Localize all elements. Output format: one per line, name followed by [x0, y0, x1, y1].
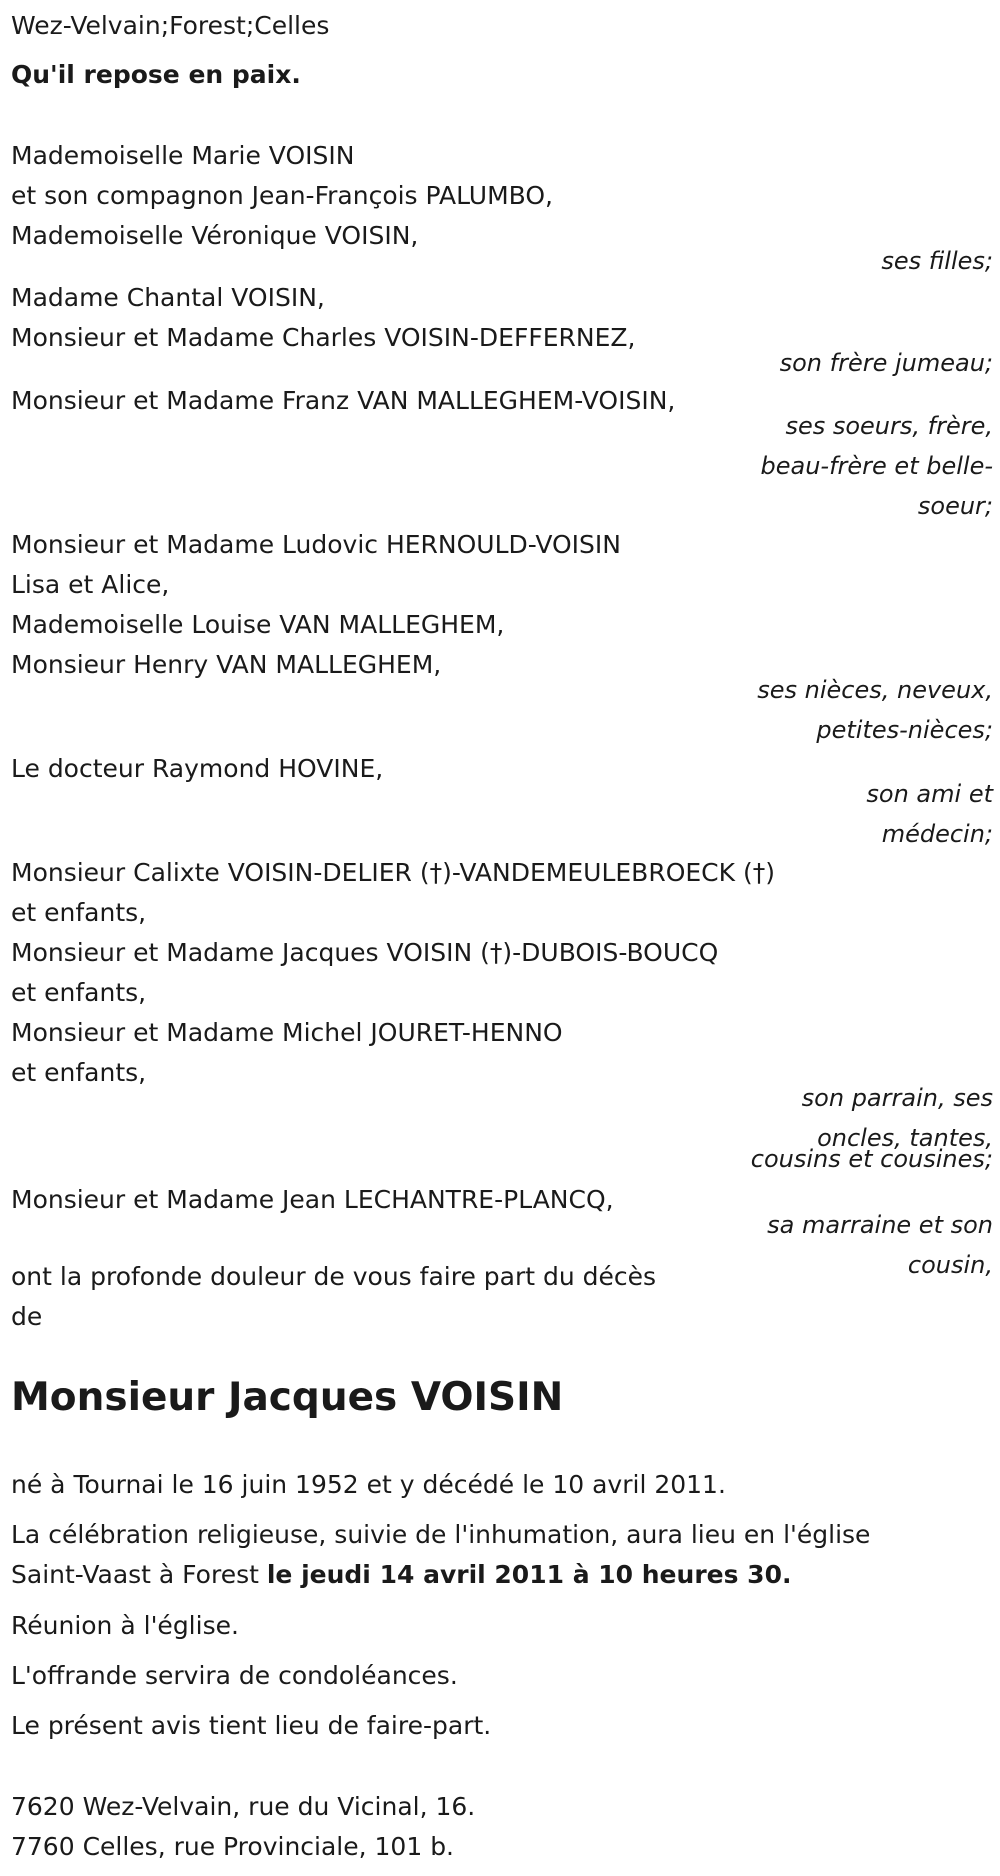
- meeting-text: Réunion à l'église.: [11, 1611, 239, 1640]
- family-line: et enfants,: [11, 898, 147, 927]
- family-line: Monsieur et Madame Jean LECHANTRE-PLANCQ,: [11, 1185, 614, 1214]
- ceremony-location: Saint-Vaast à Forest: [11, 1560, 267, 1589]
- announcement-line: de: [11, 1302, 43, 1331]
- family-line: Monsieur Calixte VOISIN-DELIER (†)-VANDEMEULEBROECK (†): [11, 858, 775, 887]
- family-line: et enfants,: [11, 1058, 147, 1087]
- header-locations: Wez-Velvain;Forest;Celles: [11, 11, 330, 40]
- role-siblings: ses soeurs, frère, beau-frère et belle-soeur;: [760, 412, 993, 520]
- family-line: et son compagnon Jean-François PALUMBO,: [11, 181, 553, 210]
- rip-text: Qu'il repose en paix.: [11, 60, 301, 89]
- role-godfather: son parrain, ses oncles, tantes,: [801, 1084, 993, 1152]
- role-friend: son ami et médecin;: [866, 780, 993, 848]
- family-line: Monsieur et Madame Ludovic HERNOULD-VOISIN: [11, 530, 621, 559]
- role-daughters: ses filles;: [881, 247, 993, 275]
- family-line: Monsieur et Madame Franz VAN MALLEGHEM-VOISIN,: [11, 386, 676, 415]
- role-twin: son frère jumeau;: [779, 349, 993, 377]
- ceremony-text: La célébration religieuse, suivie de l'inhumation, aura lieu en l'église: [11, 1520, 871, 1549]
- family-line: Monsieur Henry VAN MALLEGHEM,: [11, 650, 442, 679]
- family-line: Le docteur Raymond HOVINE,: [11, 754, 384, 783]
- notice-text: Le présent avis tient lieu de faire-part.: [11, 1711, 492, 1740]
- deceased-name: Monsieur Jacques VOISIN: [11, 1375, 564, 1420]
- family-line: et enfants,: [11, 978, 147, 1007]
- family-line: Monsieur et Madame Michel JOURET-HENNO: [11, 1018, 563, 1047]
- ceremony-text-date: [11, 1555, 791, 1595]
- family-line: Mademoiselle Véronique VOISIN,: [11, 221, 419, 250]
- address-line: 7760 Celles, rue Provinciale, 101 b.: [11, 1832, 455, 1861]
- offering-text: L'offrande servira de condoléances.: [11, 1661, 458, 1690]
- family-line: Mademoiselle Marie VOISIN: [11, 141, 355, 170]
- announcement-line: ont la profonde douleur de vous faire part du décès: [11, 1262, 657, 1291]
- family-line: Madame Chantal VOISIN,: [11, 283, 325, 312]
- family-line: Monsieur et Madame Charles VOISIN-DEFFERNEZ,: [11, 323, 636, 352]
- address-line: 7620 Wez-Velvain, rue du Vicinal, 16.: [11, 1792, 476, 1821]
- family-line: Lisa et Alice,: [11, 570, 170, 599]
- role-nieces: ses nièces, neveux, petites-nièces;: [757, 676, 993, 744]
- role-godmother: sa marraine et son cousin,: [767, 1211, 993, 1279]
- birth-death-text: né à Tournai le 16 juin 1952 et y décédé le 10 avril 2011.: [11, 1470, 726, 1499]
- family-line: Mademoiselle Louise VAN MALLEGHEM,: [11, 610, 505, 639]
- role-godfather-cousins: cousins et cousines;: [750, 1145, 993, 1173]
- ceremony-datetime: le jeudi 14 avril 2011 à 10 heures 30.: [266, 1560, 792, 1589]
- family-line: Monsieur et Madame Jacques VOISIN (†)-DUBOIS-BOUCQ: [11, 938, 719, 967]
